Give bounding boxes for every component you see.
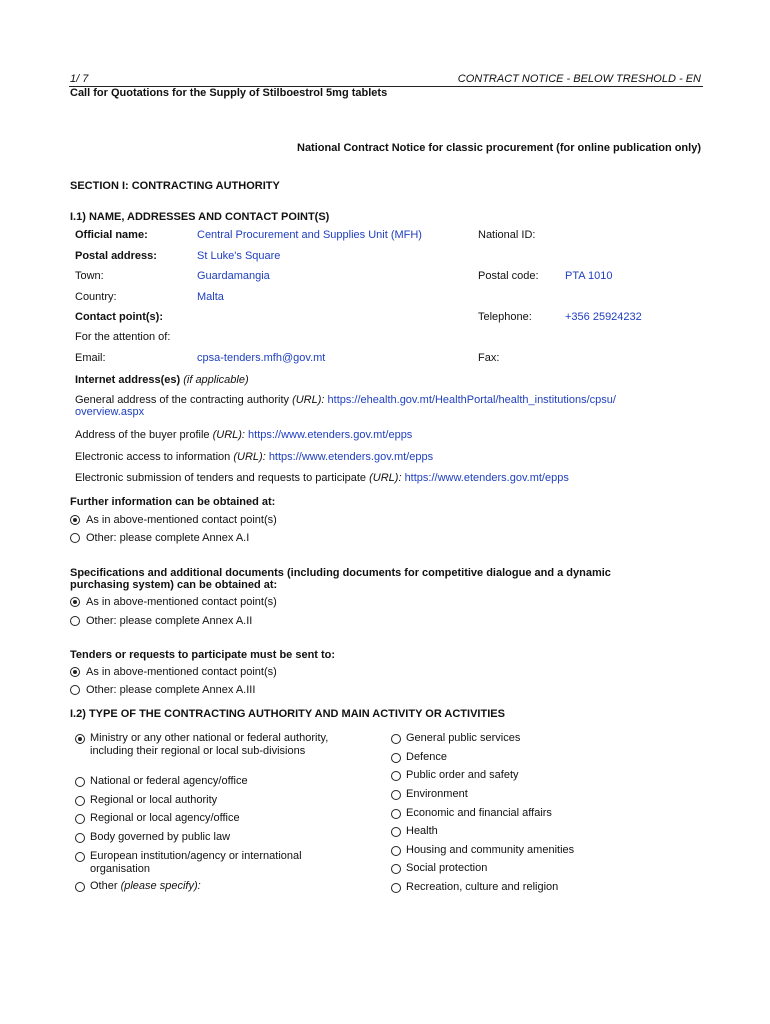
authority-regional-authority-label: Regional or local authority xyxy=(90,794,218,806)
page-number: 1/ 7 xyxy=(70,73,89,85)
electronic-submission-row xyxy=(75,472,569,484)
i1-heading: I.1) NAME, ADDRESSES AND CONTACT POINT(S) xyxy=(70,211,330,223)
electronic-access-link[interactable]: https://www.etenders.gov.mt/epps xyxy=(268,451,434,463)
notice-title: Call for Quotations for the Supply of Stilboestrol 5mg tablets xyxy=(70,87,388,99)
telephone: +356 25924232 xyxy=(565,311,642,323)
fax-label: Fax: xyxy=(478,352,500,364)
town: Guardamangia xyxy=(197,270,270,282)
further-info-opt2-label: Other: please complete Annex A.I xyxy=(86,532,250,544)
further-info-radio-contact-points[interactable] xyxy=(70,515,80,525)
email-link[interactable]: cpsa-tenders.mfh@gov.mt xyxy=(197,352,326,364)
authority-public-law-label: Body governed by public law xyxy=(90,831,231,843)
further-info-opt1-label: As in above-mentioned contact point(s) xyxy=(86,514,277,526)
authority-radio-public-law[interactable] xyxy=(75,833,85,843)
further-info-heading: Further information can be obtained at: xyxy=(70,496,276,508)
specs-opt1-label: As in above-mentioned contact point(s) xyxy=(86,596,277,608)
specs-radio-contact-points[interactable] xyxy=(70,597,80,607)
postal-code: PTA 1010 xyxy=(565,270,613,282)
town-label: Town: xyxy=(75,270,104,282)
i2-heading: I.2) TYPE OF THE CONTRACTING AUTHORITY AND MAIN ACTIVITY OR ACTIVITIES xyxy=(70,708,505,720)
activity-economic-label: Economic and financial affairs xyxy=(406,807,552,819)
activity-public-order-label: Public order and safety xyxy=(406,769,519,781)
country: Malta xyxy=(197,291,224,303)
activity-radio-general-public[interactable] xyxy=(391,734,401,744)
activity-radio-social[interactable] xyxy=(391,864,401,874)
url-label: (URL): xyxy=(292,394,325,406)
authority-ministry-label: Ministry or any other national or federal authority, including their regional or local sub-divisions xyxy=(90,732,329,757)
url-label: (URL): xyxy=(233,451,266,463)
country-label: Country: xyxy=(75,291,117,303)
section-heading: SECTION I: CONTRACTING AUTHORITY xyxy=(70,180,280,192)
authority-radio-regional-agency[interactable] xyxy=(75,814,85,824)
buyer-profile-label: Address of the buyer profile xyxy=(75,429,210,441)
further-info-radio-annex[interactable] xyxy=(70,533,80,543)
authority-radio-national-agency[interactable] xyxy=(75,777,85,787)
general-address-link-continued[interactable]: overview.aspx xyxy=(75,406,145,418)
url-label: (URL): xyxy=(212,429,245,441)
official-name-label: Official name: xyxy=(75,229,148,241)
tenders-opt2-label: Other: please complete Annex A.III xyxy=(86,684,256,696)
tenders-opt1-label: As in above-mentioned contact point(s) xyxy=(86,666,277,678)
electronic-submission-link[interactable]: https://www.etenders.gov.mt/epps xyxy=(404,472,569,484)
authority-other-row xyxy=(90,880,201,892)
internet-label: Internet address(es) xyxy=(75,374,181,386)
specs-radio-annex[interactable] xyxy=(70,616,80,626)
authority-radio-regional-authority[interactable] xyxy=(75,796,85,806)
authority-radio-ministry[interactable] xyxy=(75,734,85,744)
notice-type: CONTRACT NOTICE - BELOW TRESHOLD - EN xyxy=(457,73,701,85)
activity-defence-label: Defence xyxy=(406,751,447,763)
tenders-radio-contact-points[interactable] xyxy=(70,667,80,677)
activity-health-label: Health xyxy=(406,825,438,837)
attention-label: For the attention of: xyxy=(75,331,171,343)
tenders-radio-annex[interactable] xyxy=(70,685,80,695)
authority-radio-european[interactable] xyxy=(75,852,85,862)
buyer-profile-row xyxy=(75,429,412,441)
internet-heading xyxy=(75,374,249,386)
postal-address: St Luke's Square xyxy=(197,250,281,262)
authority-other-note: (please specify): xyxy=(120,880,201,892)
electronic-submission-label: Electronic submission of tenders and requests to participate xyxy=(75,472,367,484)
internet-note: (if applicable) xyxy=(183,374,249,386)
telephone-label: Telephone: xyxy=(478,311,532,323)
official-name: Central Procurement and Supplies Unit (MFH) xyxy=(197,229,422,241)
specs-heading-line2: purchasing system) can be obtained at: xyxy=(70,579,278,591)
activity-general-public-label: General public services xyxy=(406,732,521,744)
activity-radio-recreation[interactable] xyxy=(391,883,401,893)
activity-radio-health[interactable] xyxy=(391,827,401,837)
url-label: (URL): xyxy=(369,472,402,484)
authority-european-label: European institution/agency or international organisation xyxy=(90,850,302,875)
postal-address-label: Postal address: xyxy=(75,250,157,262)
email-label: Email: xyxy=(75,352,106,364)
specs-opt2-label: Other: please complete Annex A.II xyxy=(86,615,253,627)
activity-radio-economic[interactable] xyxy=(391,809,401,819)
activity-radio-environment[interactable] xyxy=(391,790,401,800)
general-address-row xyxy=(75,394,616,406)
authority-national-agency-label: National or federal agency/office xyxy=(90,775,248,787)
postal-code-label: Postal code: xyxy=(478,270,539,282)
authority-radio-other[interactable] xyxy=(75,882,85,892)
general-address-link[interactable]: https://ehealth.gov.mt/HealthPortal/health_institutions/cpsu/ xyxy=(327,394,616,406)
specs-heading-line1: Specifications and additional documents (including documents for competitive dialogue and a dynamic xyxy=(70,567,611,579)
activity-radio-defence[interactable] xyxy=(391,753,401,763)
general-address-label: General address of the contracting authority xyxy=(75,394,290,406)
tenders-heading: Tenders or requests to participate must be sent to: xyxy=(70,649,336,661)
activity-social-label: Social protection xyxy=(406,862,488,874)
electronic-access-row xyxy=(75,451,433,463)
contact-label: Contact point(s): xyxy=(75,311,163,323)
national-id-label: National ID: xyxy=(478,229,536,241)
activity-housing-label: Housing and community amenities xyxy=(406,844,575,856)
activity-radio-housing[interactable] xyxy=(391,846,401,856)
activity-environment-label: Environment xyxy=(406,788,468,800)
activity-recreation-label: Recreation, culture and religion xyxy=(406,881,559,893)
buyer-profile-link[interactable]: https://www.etenders.gov.mt/epps xyxy=(248,429,413,441)
electronic-access-label: Electronic access to information xyxy=(75,451,231,463)
authority-other-label: Other xyxy=(90,880,118,892)
activity-radio-public-order[interactable] xyxy=(391,771,401,781)
authority-regional-agency-label: Regional or local agency/office xyxy=(90,812,240,824)
notice-subtitle: National Contract Notice for classic procurement (for online publication only) xyxy=(297,142,701,154)
